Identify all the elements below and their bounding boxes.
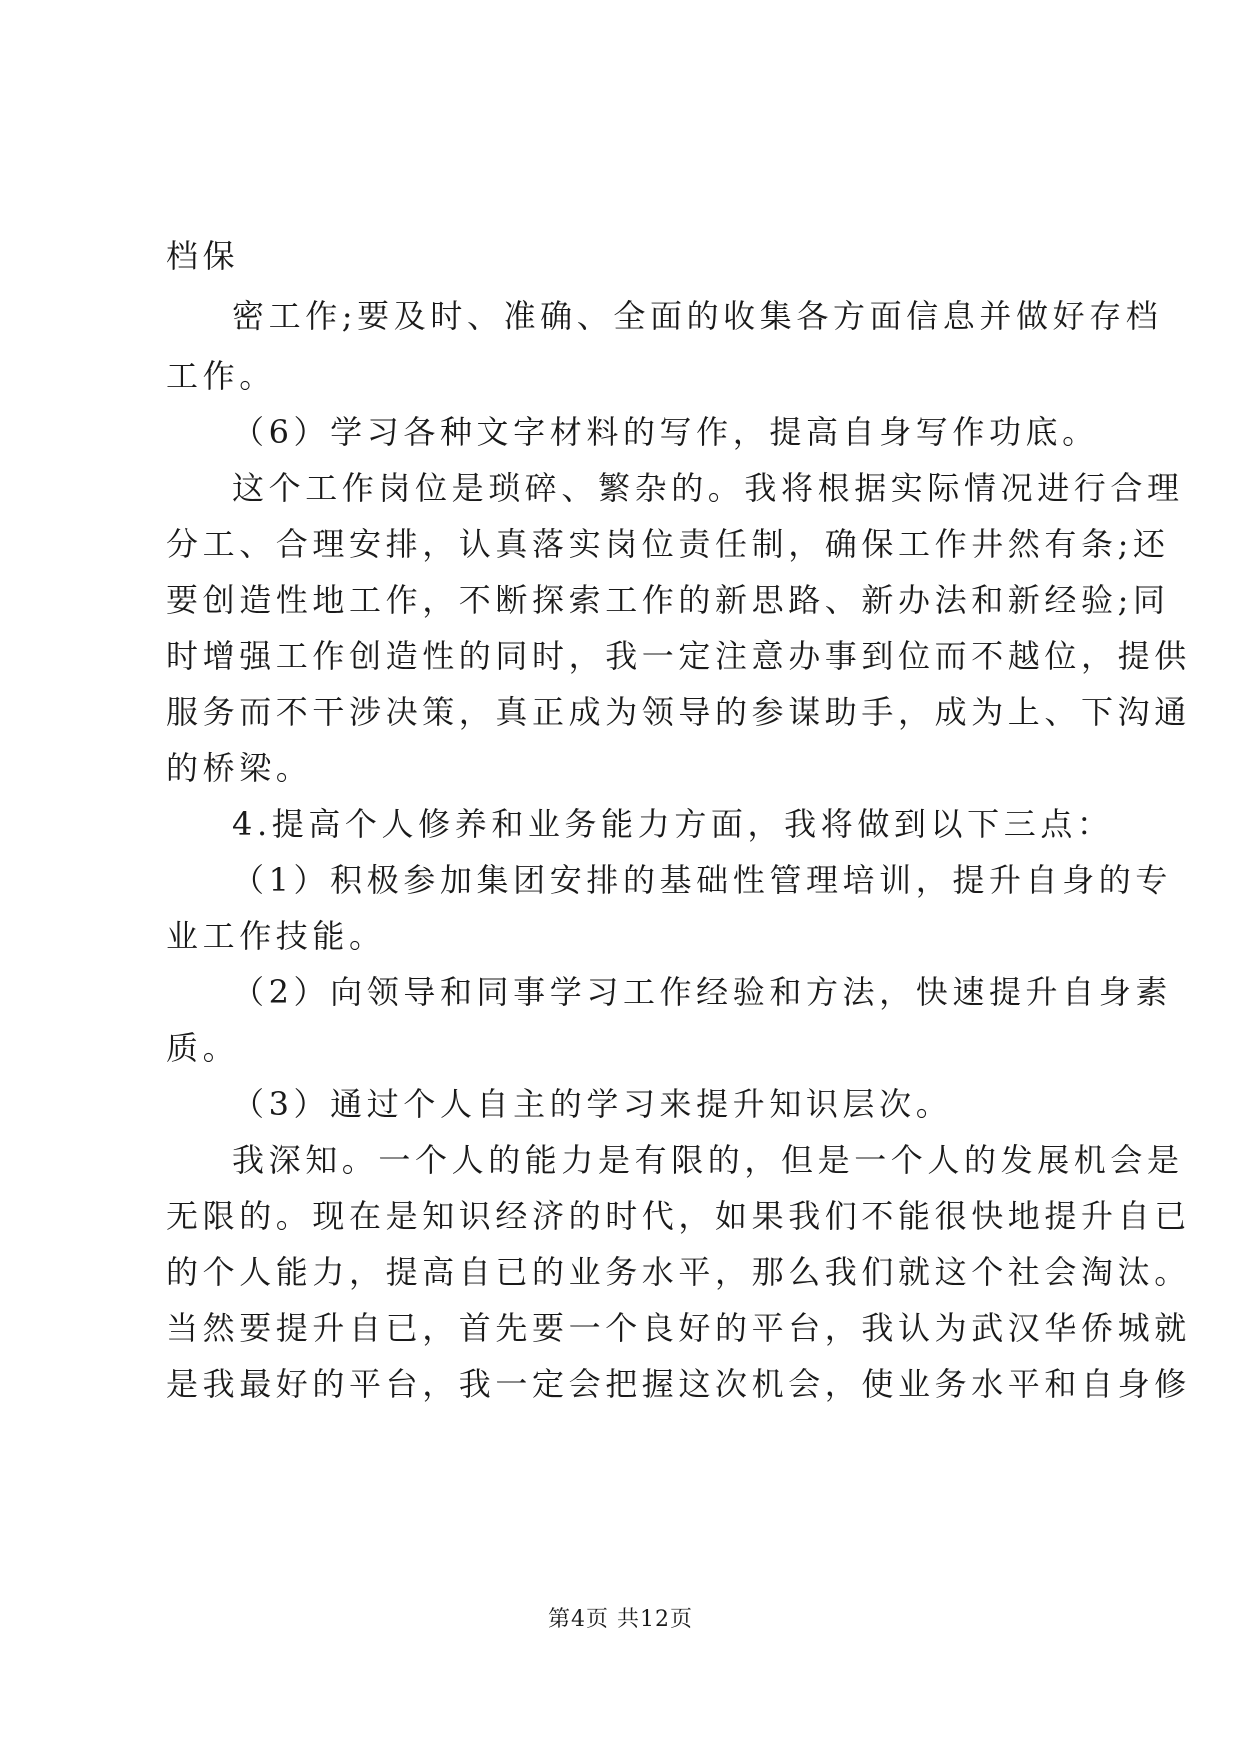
text-line: 我深知。一个人的能力是有限的，但是一个人的发展机会是: [232, 1141, 1184, 1179]
text-line: 分工、合理安排，认真落实岗位责任制，确保工作井然有条;还: [166, 525, 1170, 563]
text-line: 工作。: [166, 357, 276, 395]
text-line: 这个工作岗位是琐碎、繁杂的。我将根据实际情况进行合理: [232, 469, 1184, 507]
text-line: （3）通过个人自主的学习来提升知识层次。: [232, 1085, 953, 1123]
text-line: 当然要提升自已，首先要一个良好的平台，我认为武汉华侨城就: [166, 1309, 1191, 1347]
text-line: 密工作;要及时、准确、全面的收集各方面信息并做好存档: [232, 297, 1163, 335]
text-line: 时增强工作创造性的同时，我一定注意办事到位而不越位，提供: [166, 637, 1191, 675]
page-footer: 第4页 共12页: [548, 1607, 693, 1632]
text-line: 服务而不干涉决策，真正成为领导的参谋助手，成为上、下沟通: [166, 693, 1191, 731]
text-line: （6）学习各种文字材料的写作，提高自身写作功底。: [232, 413, 1099, 451]
text-line: 质。: [166, 1029, 240, 1067]
text-line: 档保: [166, 237, 240, 275]
text-line: 的个人能力，提高自已的业务水平，那么我们就这个社会淘汰。: [166, 1253, 1191, 1291]
text-line: 无限的。现在是知识经济的时代，如果我们不能很快地提升自已: [166, 1197, 1191, 1235]
text-line: （1）积极参加集团安排的基础性管理培训，提升自身的专: [232, 861, 1172, 899]
text-line: 4.提高个人修养和业务能力方面，我将做到以下三点：: [232, 805, 1114, 843]
text-line: （2）向领导和同事学习工作经验和方法，快速提升自身素: [232, 973, 1172, 1011]
text-line: 业工作技能。: [166, 917, 386, 955]
text-line: 是我最好的平台，我一定会把握这次机会，使业务水平和自身修: [166, 1365, 1191, 1403]
text-line: 要创造性地工作，不断探索工作的新思路、新办法和新经验;同: [166, 581, 1170, 619]
text-line: 的桥梁。: [166, 749, 313, 787]
